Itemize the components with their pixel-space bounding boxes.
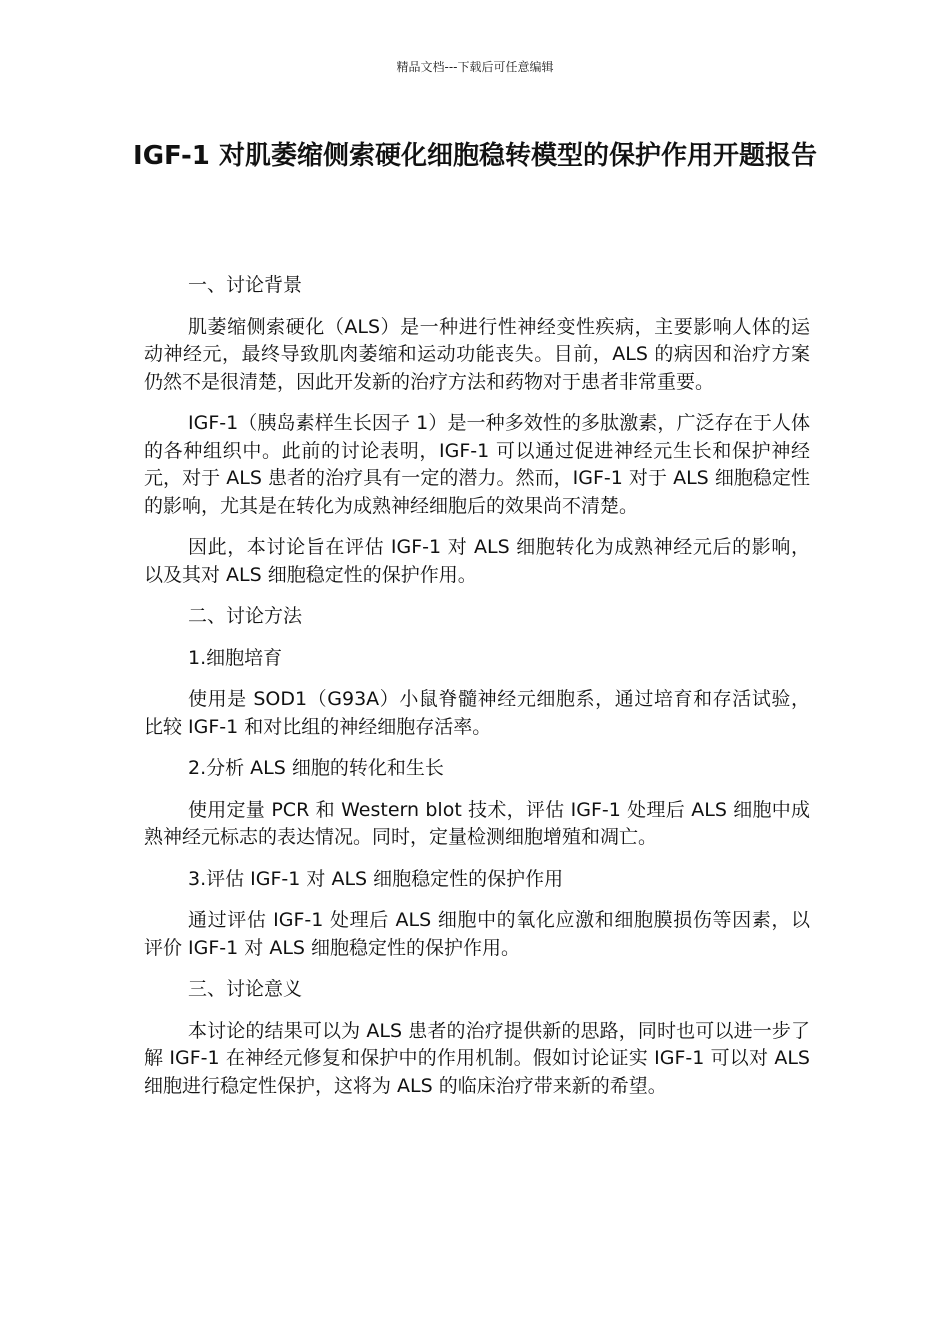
subheading-stability-protection: 3.评估 IGF-1 对 ALS 细胞稳定性的保护作用: [188, 867, 564, 890]
paragraph-study-aim: 因此，本讨论旨在评估 IGF-1 对 ALS 细胞转化为成熟神经元后的影响，以及其对 ALS 细胞稳定性的保护作用。: [144, 536, 810, 586]
page-header-note: 精品文档---下载后可任意编辑: [396, 60, 554, 74]
document-body: [144, 272, 810, 1114]
paragraph-stability-protection: 通过评估 IGF-1 处理后 ALS 细胞中的氧化应激和细胞膜损伤等因素，以评价 IGF-1 对 ALS 细胞稳定性的保护作用。: [144, 909, 810, 959]
subheading-transformation-growth: 2.分析 ALS 细胞的转化和生长: [188, 757, 444, 779]
document-title: IGF-1 对肌萎缩侧索硬化细胞稳转模型的保护作用开题报告: [133, 141, 817, 171]
section-heading-methods: 二、讨论方法: [188, 605, 303, 627]
paragraph-als-background: 肌萎缩侧索硬化（ALS）是一种进行性神经变性疾病，主要影响人体的运动神经元，最终导致肌肉萎缩和运动功能丧失。目前，ALS 的病因和治疗方案仍然不是很清楚，因此开发新的治疗方法和药物对于患者非常重要。: [144, 315, 810, 393]
section-heading-background: 一、讨论背景: [188, 274, 303, 296]
section-heading-significance: 三、讨论意义: [188, 978, 303, 1000]
paragraph-significance: 本讨论的结果可以为 ALS 患者的治疗提供新的思路，同时也可以进一步了解 IGF-1 在神经元修复和保护中的作用机制。假如讨论证实 IGF-1 可以对 ALS 细胞进行稳定性保护，这将为 ALS 的临床治疗带来新的希望。: [144, 1019, 810, 1097]
subheading-cell-culture: 1.细胞培育: [188, 646, 283, 669]
paragraph-igf1-background: IGF-1（胰岛素样生长因子 1）是一种多效性的多肽激素，广泛存在于人体的各种组织中。此前的讨论表明，IGF-1 可以通过促进神经元生长和保护神经元，对于 ALS 患者的治疗具有一定的潜力。然而，IGF-1 对于 ALS 细胞稳定性的影响，尤其是在转化为成熟神经细胞后的效果尚不清楚。: [144, 412, 810, 517]
paragraph-cell-culture: 使用是 SOD1（G93A）小鼠脊髓神经元细胞系，通过培育和存活试验，比较 IGF-1 和对比组的神经细胞存活率。: [144, 688, 810, 738]
paragraph-transformation-growth: 使用定量 PCR 和 Western blot 技术，评估 IGF-1 处理后 ALS 细胞中成熟神经元标志的表达情况。同时，定量检测细胞增殖和凋亡。: [144, 798, 810, 848]
